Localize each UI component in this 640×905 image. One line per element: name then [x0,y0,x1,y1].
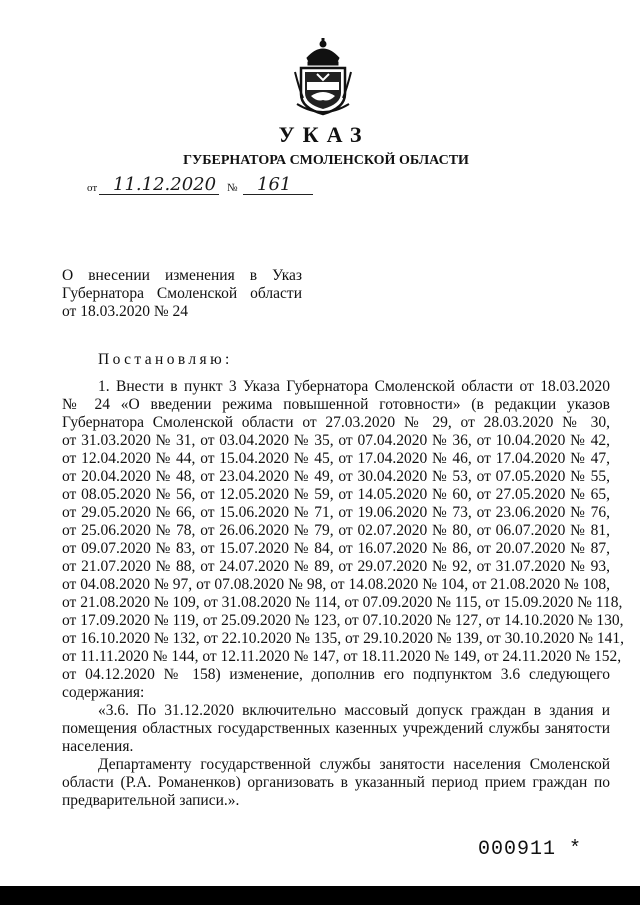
body-line: от 11.11.2020 № 144, от 12.11.2020 № 147, от 18.11.2020 № 149, от 24.11.2020 № 152, [62,648,622,665]
body-line: от 17.09.2020 № 119, от 25.09.2020 № 123, от 07.10.2020 № 127, от 14.10.2020 № 130, [62,612,624,629]
decree-subject [62,267,302,321]
body-line: от 20.04.2020 № 48, от 23.04.2020 № 49, от 30.04.2020 № 53, от 07.05.2020 № 55, [62,468,610,485]
scan-bottom-edge [0,886,640,905]
document-serial-number: 000911 * [478,838,583,861]
date-handwritten: 11.12.2020 [113,174,217,195]
number-handwritten: 161 [257,174,292,195]
body-line: от 08.05.2020 № 56, от 12.05.2020 № 59, от 14.05.2020 № 60, от 27.05.2020 № 65, [62,486,610,503]
body-line: от 25.06.2020 № 78, от 26.06.2020 № 79, от 02.07.2020 № 80, от 06.07.2020 № 81, [62,522,610,539]
body-line: от 31.03.2020 № 31, от 03.04.2020 № 35, от 07.04.2020 № 36, от 10.04.2020 № 42, [62,432,610,449]
body-line: от 29.05.2020 № 66, от 15.06.2020 № 71, от 19.06.2020 № 73, от 23.06.2020 № 76, [62,504,610,521]
body-line: предварительной записи.». [62,792,240,809]
body-line: населения. [62,738,134,755]
body-line: № 24 «О введении режима повышенной готовности» (в редакции указов [62,396,610,413]
number-prefix: № [227,182,238,194]
body-line: Губернатора Смоленской области от 27.03.2020 № 29, от 28.03.2020 № 30, [62,414,610,431]
body-line: содержания: [62,684,145,701]
body-line: от 12.04.2020 № 44, от 15.04.2020 № 45, от 17.04.2020 № 46, от 17.04.2020 № 47, [62,450,610,467]
body-line: от 21.08.2020 № 109, от 31.08.2020 № 114, от 07.09.2020 № 115, от 15.09.2020 № 118, [62,594,623,611]
date-prefix: от [87,182,98,194]
subject-line: О внесении изменения в Указ [62,267,302,284]
decree-body [62,378,625,810]
body-line: области (Р.А. Романенков) организовать в указанный период прием граждан по [62,774,610,791]
decree-issuer: ГУБЕРНАТОРА СМОЛЕНСКОЙ ОБЛАСТИ [183,153,469,168]
body-line: от 04.08.2020 № 97, от 07.08.2020 № 98, от 14.08.2020 № 104, от 21.08.2020 № 108, [62,576,610,593]
body-line: 1. Внести в пункт 3 Указа Губернатора Смоленской области от 18.03.2020 [98,378,610,395]
body-line: от 09.07.2020 № 83, от 15.07.2020 № 84, от 16.07.2020 № 86, от 20.07.2020 № 87, [62,540,610,557]
postanovlyayu-heading: Постановляю: [98,351,233,368]
body-line: от 04.12.2020 № 158) изменение, дополнив его подпунктом 3.6 следующего [62,666,610,683]
subject-line: от 18.03.2020 № 24 [62,303,188,320]
body-line: от 16.10.2020 № 132, от 22.10.2020 № 135, от 29.10.2020 № 139, от 30.10.2020 № 141, [62,630,625,647]
body-line: от 21.07.2020 № 88, от 24.07.2020 № 89, от 29.07.2020 № 92, от 31.07.2020 № 93, [62,558,610,575]
body-line: помещения областных государственных казенных учреждений службы занятости [62,720,610,737]
body-line: Департаменту государственной службы занятости населения Смоленской [98,756,610,773]
date-number-line [87,175,327,197]
coat-of-arms-emblem [293,38,353,118]
body-line: «3.6. По 31.12.2020 включительно массовый допуск граждан в здания и [98,702,610,719]
subject-line: Губернатора Смоленской области [62,285,302,302]
decree-title: УКАЗ [278,122,370,147]
